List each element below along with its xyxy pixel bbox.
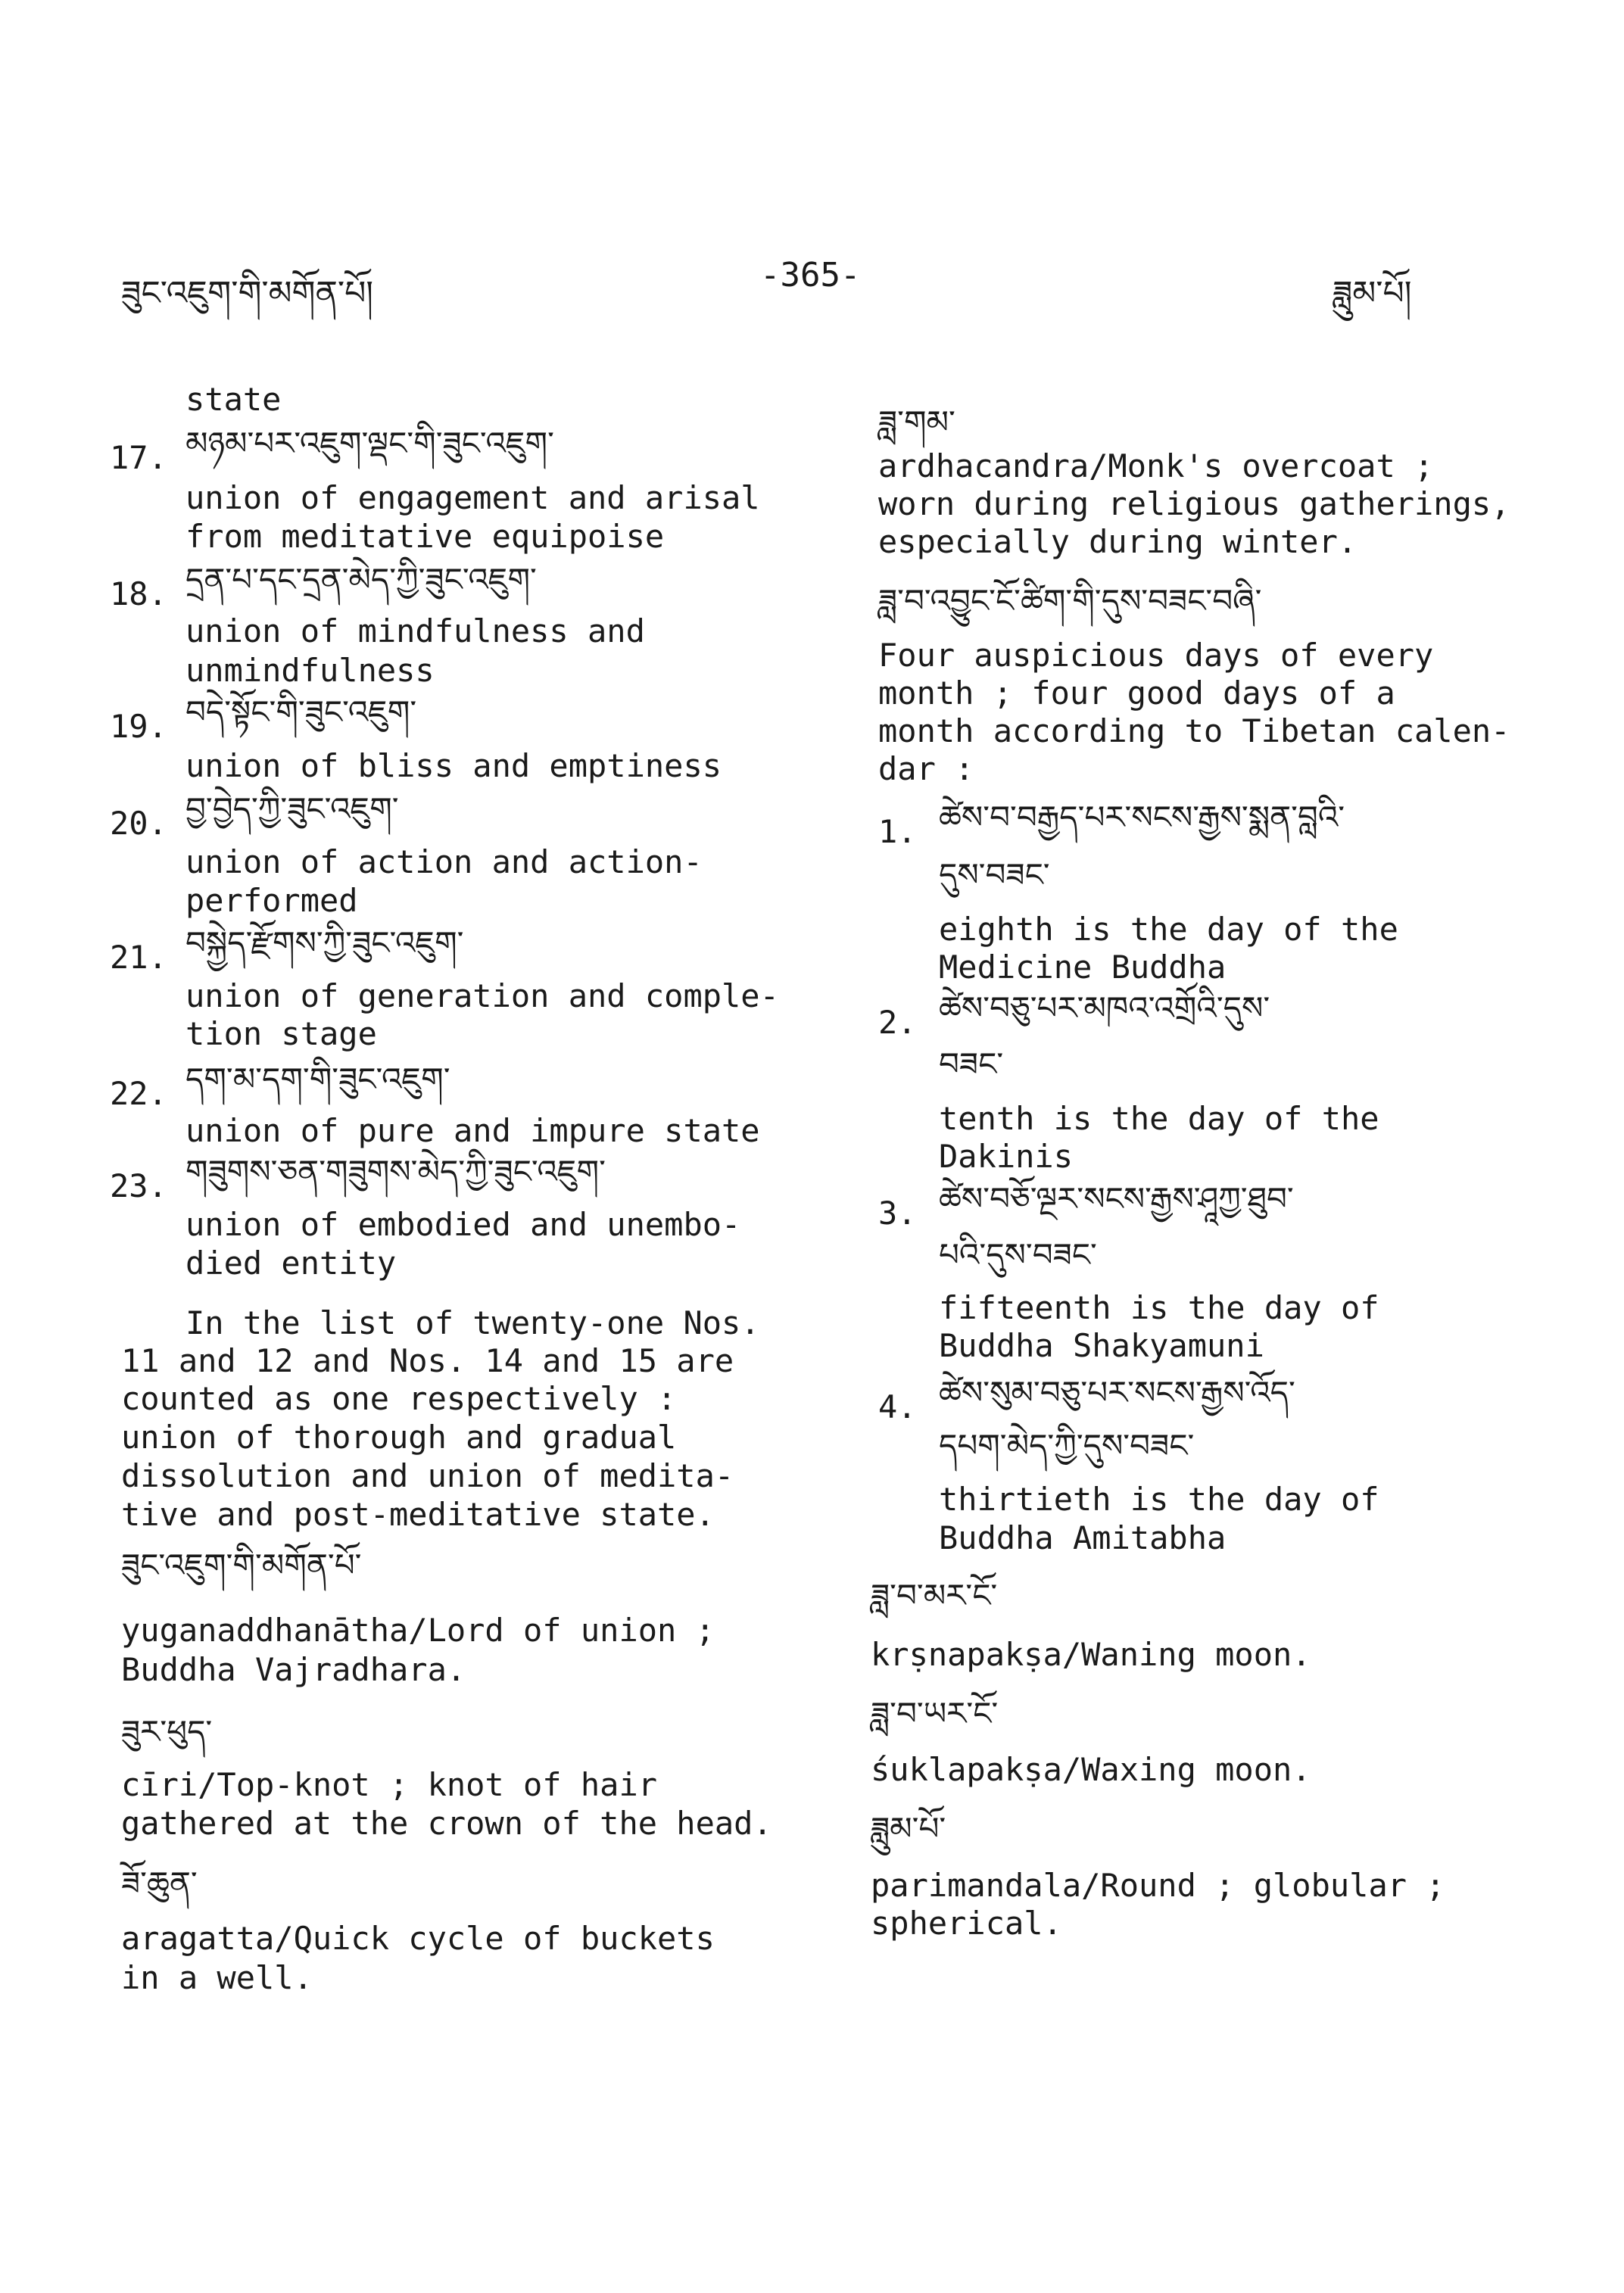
entry-headword: ཟླ་བ་མར་ངོ་ — [871, 1577, 998, 1614]
note-line: dissolution and union of medita- — [121, 1457, 734, 1494]
day-english: Dakinis — [939, 1138, 1074, 1175]
entry-definition: yuganaddhanātha/Lord of union ; — [121, 1612, 715, 1649]
item-english: union of bliss and emptiness — [185, 747, 722, 784]
item-tibetan: བསྐྱེད་རྫོགས་ཀྱི་ཟུང་འཇུག་ — [185, 924, 464, 961]
day-english: Medicine Buddha — [939, 949, 1227, 986]
day-tibetan: དཔག་མེད་ཀྱི་དུས་བཟང་ — [939, 1427, 1195, 1464]
entry-definition: śuklapakṣa/Waxing moon. — [871, 1751, 1311, 1788]
item-number: 22. — [110, 1075, 167, 1112]
item-english: union of pure and impure state — [185, 1112, 760, 1149]
header-left: ཟུང་འཇུག་གི་མགོན་པོ། — [121, 274, 374, 313]
entry-headword: ཟླུམ་པོ་ — [871, 1810, 946, 1847]
item-number: 17. — [110, 439, 167, 476]
item-english: tion stage — [185, 1015, 377, 1052]
day-tibetan: པའི་དུས་བཟང་ — [939, 1236, 1097, 1273]
continuation-text: state — [185, 381, 282, 418]
note-line: union of thorough and gradual — [121, 1419, 677, 1456]
day-tibetan: ཚེས་སུམ་བཅུ་པར་སངས་རྒྱས་འོད་ — [939, 1374, 1295, 1411]
day-english: Buddha Amitabha — [939, 1519, 1227, 1556]
item-tibetan: དག་མ་དག་གི་ཟུང་འཇུག་ — [185, 1061, 450, 1098]
day-tibetan: དུས་བཟང་ — [939, 856, 1050, 893]
item-tibetan: གཟུགས་ཅན་གཟུགས་མེད་ཀྱི་ཟུང་འཇུག་ — [185, 1153, 606, 1190]
item-english: union of action and action- — [185, 843, 703, 880]
entry-headword: ཟླ་བ་འབྱུང་ངོ་ཚིག་གི་དུས་བཟང་བཞི་ — [878, 582, 1262, 619]
entry-definition: in a well. — [121, 1959, 313, 1996]
item-english: union of mindfulness and — [185, 612, 645, 650]
item-english: performed — [185, 882, 358, 919]
item-english: union of generation and comple- — [185, 977, 779, 1014]
day-number: 2. — [878, 1004, 917, 1041]
item-english: died entity — [185, 1245, 397, 1282]
entry-definition: especially during winter. — [878, 523, 1357, 560]
note-line: tive and post-meditative state. — [121, 1496, 715, 1533]
entry-definition: month ; four good days of a — [878, 675, 1395, 712]
day-tibetan: ཚེས་བཅུ་པར་མཁའ་འགྲོའི་དུས་ — [939, 989, 1270, 1027]
note-line: 11 and 12 and Nos. 14 and 15 are — [121, 1342, 734, 1379]
day-english: thirtieth is the day of — [939, 1481, 1379, 1518]
entry-definition: ardhacandra/Monk's overcoat ; — [878, 447, 1434, 484]
item-number: 18. — [110, 575, 167, 612]
entry-definition: month according to Tibetan calen- — [878, 712, 1510, 749]
note-line: In the list of twenty-one Nos. — [185, 1304, 760, 1341]
entry-definition: parimandala/Round ; globular ; — [871, 1867, 1445, 1904]
note-line: counted as one respectively : — [121, 1380, 677, 1417]
entry-definition: cīri/Top-knot ; knot of hair — [121, 1766, 658, 1803]
day-tibetan: ཚེས་བ་བརྒྱད་པར་སངས་རྒྱས་སྨན་བླའི་ — [939, 799, 1345, 836]
entry-headword: ཟུང་འཇུག་གི་མགོན་པོ་ — [121, 1547, 362, 1584]
day-tibetan: ཚེས་བཅོ་ལྔར་སངས་རྒྱས་ཤཱཀྱ་ཐུབ་ — [939, 1180, 1294, 1217]
entry-headword: ཟླ་གམ་ — [878, 403, 955, 441]
entry-headword: ཟུར་ཕུད་ — [121, 1713, 213, 1750]
item-english: union of engagement and arisal — [185, 479, 760, 516]
item-number: 21. — [110, 939, 167, 976]
entry-definition: Four auspicious days of every — [878, 637, 1434, 674]
item-tibetan: མཉམ་པར་འཇུག་ལྡང་གི་ཟུང་འཇུག་ — [185, 425, 554, 462]
item-english: union of embodied and unembo- — [185, 1206, 741, 1243]
page-number: -365- — [760, 256, 861, 294]
day-english: eighth is the day of the — [939, 911, 1398, 948]
entry-definition: Buddha Vajradhara. — [121, 1651, 466, 1688]
entry-definition: dar : — [878, 750, 974, 787]
day-tibetan: བཟང་ — [939, 1045, 1004, 1083]
day-number: 1. — [878, 813, 917, 850]
entry-definition: krṣnapakṣa/Waning moon. — [871, 1636, 1311, 1673]
day-number: 4. — [878, 1388, 917, 1425]
item-tibetan: དྲན་པ་དང་དྲན་མེད་ཀྱི་ཟུང་འཇུག་ — [185, 561, 537, 598]
item-english: from meditative equipoise — [185, 518, 665, 555]
entry-headword: ཟླ་བ་ཡར་ངོ་ — [871, 1695, 999, 1732]
item-number: 23. — [110, 1167, 167, 1204]
header-right: ཟླུམ་པོ། — [1333, 274, 1412, 313]
entry-definition: worn during religious gatherings, — [878, 485, 1510, 522]
item-tibetan: བདེ་སྟོང་གི་ཟུང་འཇུག་ — [185, 693, 417, 731]
entry-definition: aragatta/Quick cycle of buckets — [121, 1920, 715, 1957]
day-number: 3. — [878, 1195, 917, 1232]
item-number: 20. — [110, 805, 167, 842]
day-english: Buddha Shakyamuni — [939, 1327, 1264, 1364]
item-tibetan: བྱ་བྱེད་ཀྱི་ཟུང་འཇུག་ — [185, 790, 399, 827]
entry-definition: gathered at the crown of the head. — [121, 1805, 772, 1842]
item-number: 19. — [110, 708, 167, 745]
day-english: tenth is the day of the — [939, 1100, 1379, 1137]
day-english: fifteenth is the day of — [939, 1289, 1379, 1326]
item-english: unmindfulness — [185, 652, 435, 689]
entry-definition: spherical. — [871, 1905, 1062, 1942]
entry-headword: ཟོ་ཆུན་ — [121, 1865, 198, 1902]
